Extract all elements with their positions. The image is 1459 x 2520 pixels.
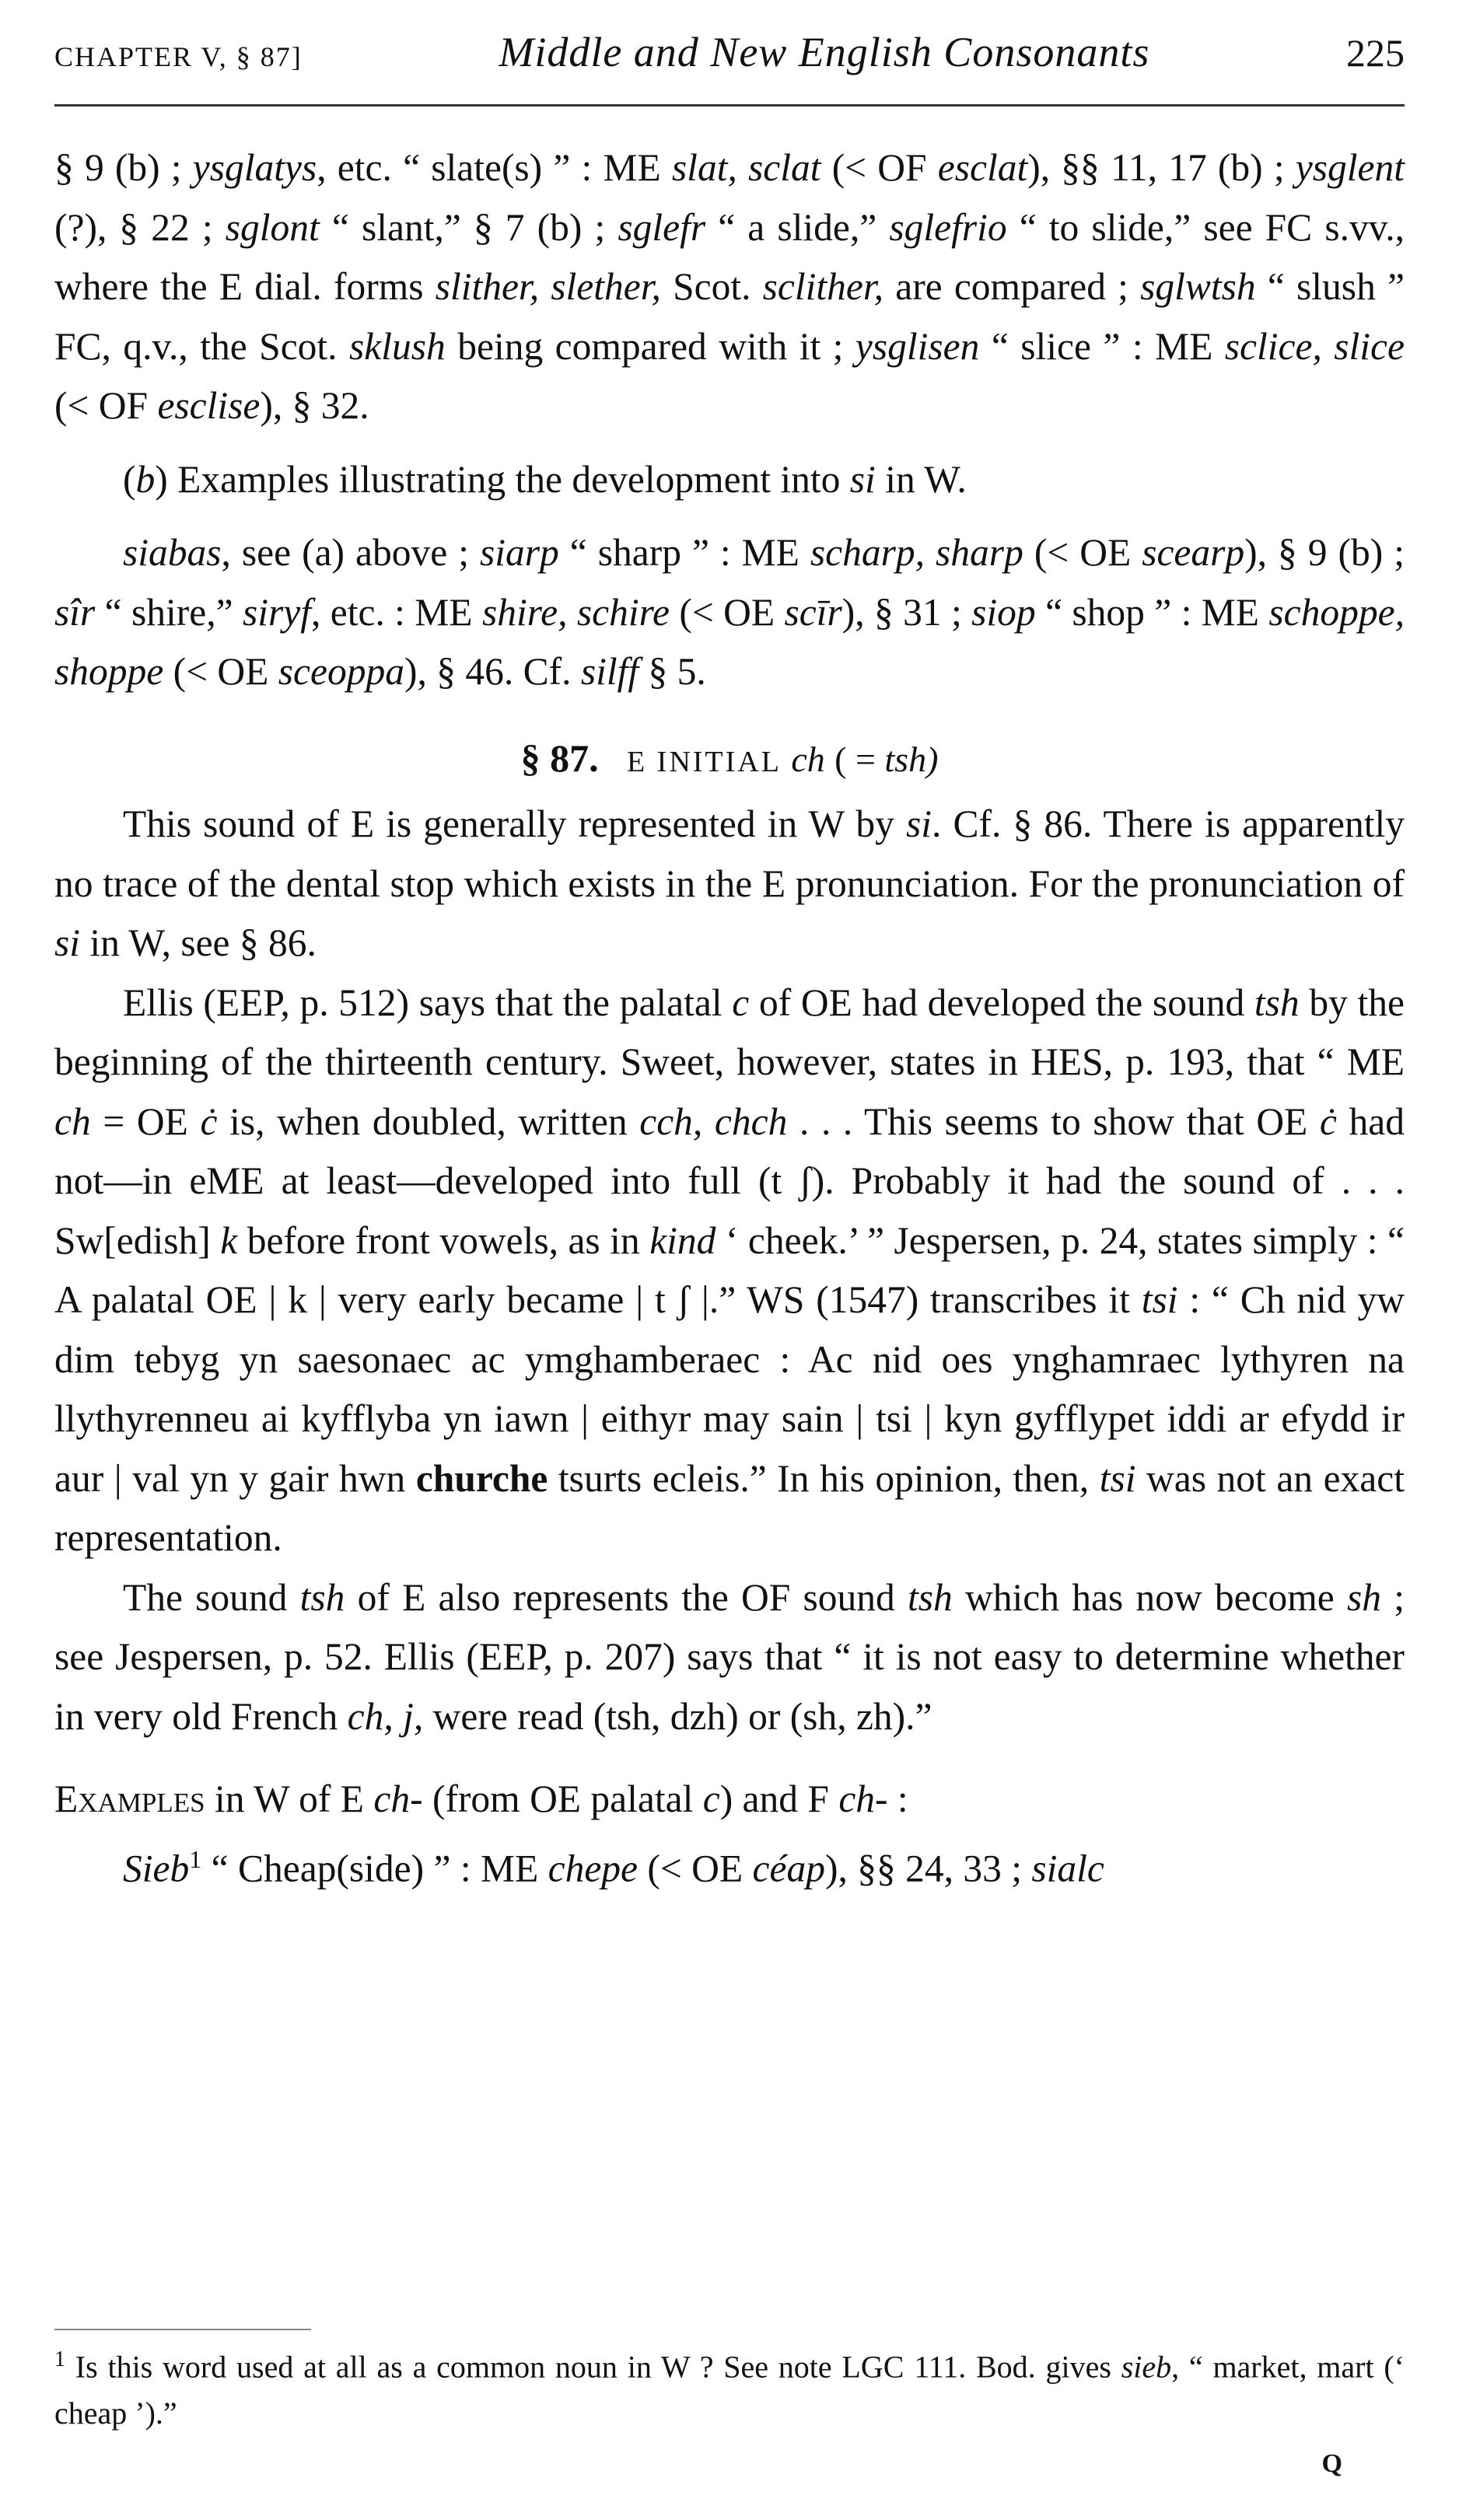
- text-run: This sound of E is generally represented in W by: [123, 802, 907, 845]
- italic-run: tsi: [1141, 1278, 1178, 1321]
- italic-run: sglwtsh: [1140, 265, 1256, 308]
- italic-run: chepe: [548, 1847, 639, 1889]
- italic-run: scharp, sharp: [810, 531, 1023, 574]
- italic-run: sclice, slice: [1224, 324, 1405, 368]
- examples-heading: [54, 1770, 1405, 1830]
- text-run: “ slush ” FC, q.v., the Scot.: [54, 265, 1405, 368]
- text-run: is, when doubled, written: [217, 1099, 640, 1143]
- signature-mark: Q: [1321, 2449, 1342, 2478]
- italic-run: ysglatys: [192, 146, 317, 189]
- text-run: ) and F: [719, 1777, 839, 1820]
- text-run: had not—in eME at least—developed into full (t ʃ). Probably it had the sound of . . . Sw[edish]: [54, 1099, 1405, 1262]
- text-run: - (from OE palatal: [410, 1777, 703, 1820]
- text-run: ), § 32.: [260, 384, 369, 427]
- italic-run: tsh: [299, 1575, 345, 1619]
- italic-run: siryf: [242, 590, 311, 634]
- section-heading: [54, 729, 1405, 792]
- italic-run: b: [135, 457, 156, 501]
- text-run: “ sharp ” : ME: [558, 531, 810, 574]
- text-run: , etc. : ME: [310, 590, 482, 634]
- text-run: “ to slide,” see FC s.vv., where the E dial. forms: [54, 205, 1405, 308]
- italic-run: shire, schire: [481, 590, 670, 634]
- text-run: § 9 (b) ;: [54, 146, 193, 189]
- section-title-caps: E INITIAL: [626, 745, 782, 778]
- italic-run: sglefrio: [889, 205, 1007, 249]
- text-run: ), §§ 24, 33 ;: [824, 1847, 1032, 1889]
- smallcaps-run: Examples: [54, 1777, 205, 1820]
- italic-run: tsi: [1099, 1456, 1136, 1500]
- footnote: [54, 2337, 1405, 2437]
- paragraph-sound-representation: [54, 795, 1405, 973]
- text-run: before front vowels, as in: [237, 1218, 650, 1262]
- paragraph-examples-si: [54, 523, 1405, 702]
- italic-run: ċ: [200, 1099, 218, 1143]
- italic-run: ch: [54, 1099, 91, 1143]
- text-run: ) Examples illustrating the development into: [155, 457, 850, 501]
- italic-run: siabas: [123, 531, 222, 574]
- paragraph-of-sound: [54, 1568, 1405, 1747]
- text-run: “ a slide,”: [705, 205, 890, 249]
- italic-run: céap: [752, 1847, 825, 1889]
- text-run: “ shop ” : ME: [1035, 590, 1269, 634]
- text-run: (< OF: [54, 384, 158, 427]
- text-run: of OE had developed the sound: [749, 980, 1254, 1024]
- text-run: Scot.: [660, 265, 763, 308]
- italic-run: c: [702, 1777, 720, 1820]
- italic-run: sialc: [1031, 1847, 1104, 1889]
- italic-run: ysglisen: [855, 324, 980, 368]
- text-run: “ slice ” : ME: [979, 324, 1225, 368]
- section-title-ch: ch: [791, 739, 825, 779]
- text-run: The sound: [123, 1575, 300, 1619]
- italic-run: si: [906, 802, 932, 845]
- text-run: Is this word used at all as a common noun in W ? See note LGC 111. Bod. gives: [65, 2349, 1121, 2385]
- text-run: , “ market, mart (‘ cheap ’).”: [54, 2349, 1405, 2431]
- text-run: “ slant,” § 7 (b) ;: [319, 205, 618, 249]
- italic-run: sh: [1347, 1575, 1382, 1619]
- text-run: (< OE: [163, 650, 278, 693]
- section-title-tsh: tsh: [884, 739, 927, 779]
- section-number: § 87.: [520, 736, 599, 780]
- italic-run: Sieb: [123, 1847, 190, 1889]
- italic-run: ċ: [1319, 1099, 1337, 1143]
- text-run: ‘ cheek.’ ” Jespersen, p. 24, states simply : “ A palatal OE | k | very early became | t ʃ |.” WS (1547) transcribes it: [54, 1218, 1405, 1321]
- italic-run: sceoppa: [278, 650, 404, 693]
- italic-run: sieb: [1121, 2349, 1172, 2385]
- subsection-b-heading: [54, 450, 1405, 510]
- text-run: tsurts ecleis.” In his opinion, then,: [548, 1456, 1100, 1500]
- text-run: ), § 31 ;: [841, 590, 972, 634]
- italic-run: esclat: [937, 146, 1028, 189]
- text-run: . . . This seems to show that OE: [787, 1099, 1320, 1143]
- text-run: in W, see § 86.: [80, 921, 317, 964]
- text-run: (< OE: [1023, 531, 1142, 574]
- italic-run: slat, sclat: [671, 146, 821, 189]
- footnote-rule: [54, 2329, 311, 2330]
- running-header: [54, 28, 1405, 107]
- paragraph-continuation: [54, 138, 1405, 436]
- text-run: in W.: [875, 457, 967, 501]
- bold-run: churche: [415, 1456, 548, 1500]
- text-run: ; see Jespersen, p. 52. Ellis (EEP, p. 207) says that “ it is not easy to determine whether in very old French: [54, 1575, 1405, 1738]
- italic-run: ch, j,: [347, 1694, 424, 1738]
- text-run: ), §§ 11, 17 (b) ;: [1027, 146, 1296, 189]
- italic-run: kind: [649, 1218, 716, 1262]
- chapter-reference: CHAPTER V, § 87]: [54, 41, 303, 72]
- text-run: : “ Ch nid yw dim tebyg yn saesonaec ac ymghamberaec : Ac nid oes ynghamraec lythyren na llythyrenneu ai kyfflyba yn iawn | eithyr may sain | tsi | kyn gyfflypet iddi ar efydd ir aur | val yn y gair hwn: [54, 1278, 1405, 1500]
- text-run: were read (tsh, dzh) or (sh, zh).”: [423, 1694, 932, 1738]
- italic-run: siarp: [479, 531, 559, 574]
- text-run: being compared with it ;: [445, 324, 855, 368]
- italic-run: siop: [971, 590, 1036, 634]
- footnote-text: [54, 2349, 1405, 2431]
- text-run: (: [123, 457, 136, 501]
- italic-run: schoppe, shoppe: [54, 590, 1405, 693]
- text-run: in W of E: [205, 1777, 374, 1820]
- italic-run: tsh: [908, 1575, 953, 1619]
- italic-run: sglont: [225, 205, 320, 249]
- text-run: , see (a) above ;: [221, 531, 480, 574]
- italic-run: scīr: [784, 590, 842, 634]
- italic-run: sîr: [54, 590, 96, 634]
- italic-run: c: [732, 980, 750, 1024]
- running-title: Middle and New English Consonants: [499, 29, 1150, 75]
- main-text: [54, 138, 1405, 1899]
- italic-run: scearp: [1142, 531, 1245, 574]
- text-run: are compared ;: [883, 265, 1141, 308]
- text-run: was not an exact representation.: [54, 1456, 1405, 1559]
- italic-run: cch, chch: [639, 1099, 788, 1143]
- italic-run: si: [54, 921, 81, 964]
- text-run: which has now become: [952, 1575, 1347, 1619]
- text-run: by the beginning of the thirteenth century. Sweet, however, states in HES, p. 193, that “ ME: [54, 980, 1405, 1083]
- text-run: Ellis (EEP, p. 512) says that the palatal: [123, 980, 733, 1024]
- text-run: (< OE: [670, 590, 785, 634]
- text-run: § 5.: [639, 650, 706, 693]
- italic-run: silff: [580, 650, 639, 693]
- italic-run: si: [849, 457, 876, 501]
- italic-run: sclither,: [762, 265, 884, 308]
- italic-run: tsh: [1254, 980, 1300, 1024]
- text-run: ), § 9 (b) ;: [1244, 531, 1405, 574]
- italic-run: k: [220, 1218, 238, 1262]
- text-run: of E also represents the OF sound: [345, 1575, 908, 1619]
- paragraph-ellis-sweet: [54, 973, 1405, 1568]
- text-run: = OE: [90, 1099, 201, 1143]
- italic-run: slither, slether,: [435, 265, 661, 308]
- text-run: (< OE: [638, 1847, 753, 1889]
- text-run: (< OF: [820, 146, 938, 189]
- text-run: (?), § 22 ;: [54, 205, 226, 249]
- footnote-ref: 1: [189, 1844, 202, 1873]
- italic-run: ch: [838, 1777, 876, 1820]
- italic-run: ysglent: [1295, 146, 1405, 189]
- page-number: 225: [1345, 31, 1405, 75]
- italic-run: sklush: [349, 324, 446, 368]
- italic-run: ch: [373, 1777, 411, 1820]
- text-run: “ Cheap(side) ” : ME: [201, 1847, 548, 1889]
- footnote-marker: 1: [54, 2347, 65, 2371]
- section-title-close: ): [926, 739, 939, 779]
- text-run: . Cf. § 86. There is apparently no trace of the dental stop which exists in the E pronunciation. For the pronunciation of: [54, 802, 1405, 905]
- text-run: - :: [875, 1777, 908, 1820]
- section-title-paren: ( =: [834, 739, 885, 779]
- text-run: , etc. “ slate(s) ” : ME: [317, 146, 672, 189]
- italic-run: sglefr: [618, 205, 706, 249]
- text-run: ), § 46. Cf.: [404, 650, 581, 693]
- italic-run: esclise: [157, 384, 261, 427]
- text-run: “ shire,”: [95, 590, 243, 634]
- paragraph-examples-sieb: [54, 1830, 1405, 1899]
